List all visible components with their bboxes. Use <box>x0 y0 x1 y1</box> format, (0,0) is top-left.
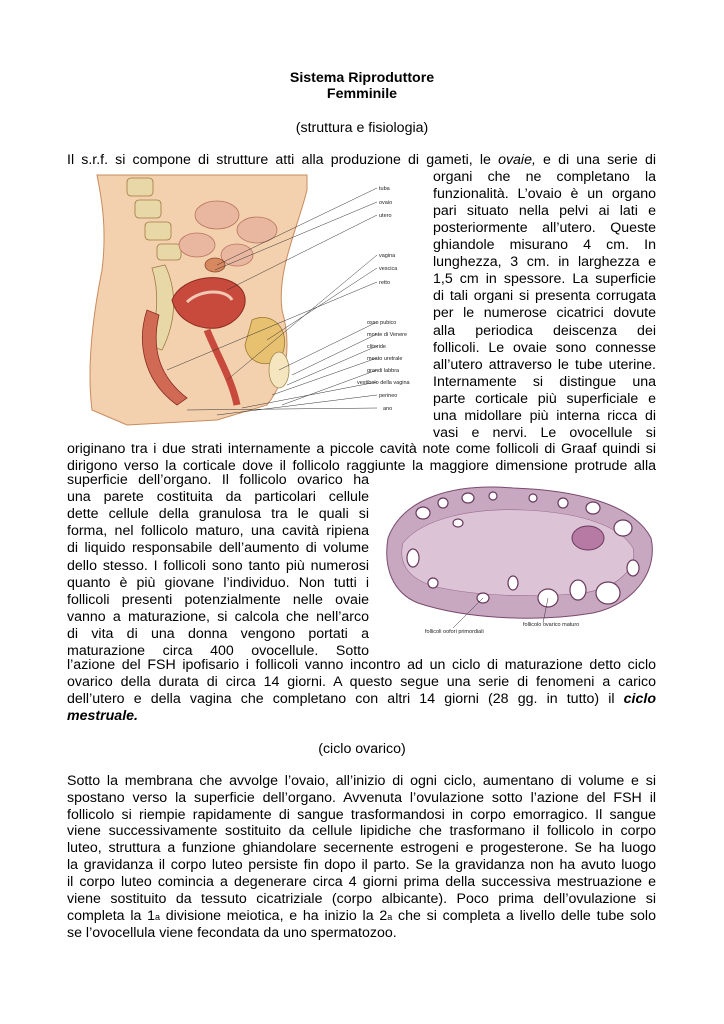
sec2-line: viene successivamente sostituito da cellule lipidiche che trasformano il follicolo in corpo <box>67 823 656 840</box>
wrap1-line: di tali organi si presenta corrugata <box>433 288 656 305</box>
wrap1-line: 1,5 cm in spessore. La superficie <box>433 271 656 288</box>
label-meato-uretrale: meato uretrale <box>367 356 403 362</box>
section2-heading: (ciclo ovarico) <box>318 741 406 757</box>
wrap2-line: dette cellule della granulosa tra le quali si <box>67 506 369 523</box>
label-follicolo-maturo: follicolo ovarico maturo <box>523 622 580 628</box>
wrap2-line: forma, nel follicolo maturo, una cavità ripiena <box>67 523 369 540</box>
sec2-line: il corpo luteo comincia a degenerare circa 4 giorni prima della successiva mestruazione e <box>67 873 656 890</box>
wrap2-line: dello stesso. I follicoli sono tanto più numerosi <box>67 557 369 574</box>
wrap1-line: Internamente si distingue una <box>433 373 656 390</box>
wrap1-line: una midollare più interna ricca di <box>433 407 656 424</box>
wrap1-line: pari situato nella pelvi ai lati e <box>433 203 656 220</box>
wrap1-line: per le numerose cicatrici dovute <box>433 305 656 322</box>
para1-line1: Il s.r.f. si compone di strutture atti alla produzione di gameti, le ovaie, e di una serie di <box>67 152 657 168</box>
wrap1-line: parte corticale più superficiale e <box>433 390 656 407</box>
wrap2-line: follicoli presenti potenzialmente nelle ovaie <box>67 591 369 608</box>
label-vescica: vescica <box>379 266 398 272</box>
label-retto: retto <box>379 280 391 286</box>
sec2-line: viene sostituito da tessuto cicatriziale (corpo albicante). Poco prima dell’ovulazione si <box>67 890 656 907</box>
wrap1-line: all’utero attraverso le tube uterine. <box>433 356 656 373</box>
para1-full6: mestruale. <box>67 708 138 724</box>
label-ano: ano <box>383 406 393 412</box>
wrap2-line: vanno a maturazione, si calcola che nell’arco <box>67 608 369 625</box>
page-title: Sistema Riproduttore <box>289 70 435 86</box>
page-title-line2: Femminile <box>326 86 398 102</box>
wrap1-line: posteriormente all’utero. Queste <box>433 220 656 237</box>
label-vestibolo-vagina: vestibolo della vagina <box>357 380 410 386</box>
sec2-line: spostano verso la superficie dell’organo. Avvenuta l’ovulazione sotto l’azione del FSH il <box>67 789 656 806</box>
wrap1-line: funzionalità. L’ovaio è un organo <box>433 186 656 203</box>
wrap2-line: maturazione circa 400 ovocellule. Sotto <box>67 643 369 659</box>
page-subtitle: (struttura e fisiologia) <box>295 120 429 136</box>
label-grandi-labbra: grandi labbra <box>367 368 400 374</box>
wrap2-line: quanto è più giovane l’individuo. Non tutti i <box>67 574 369 591</box>
label-vagina: vagina <box>379 253 396 259</box>
label-perineo: perineo <box>379 393 398 399</box>
section2-line9: completa la 1a divisione meiotica, e ha inizio la 2a che si completa a livello delle tube solo <box>67 908 656 924</box>
wrap1-line: organi che ne completano la <box>433 169 656 185</box>
sec2-line: la gravidanza il corpo luteo persiste fin dopo il parto. Se la gravidanza non ha avuto luogo <box>67 857 656 873</box>
para1-full3: l’azione del FSH ipofisario i follicoli vanno incontro ad un ciclo di maturazione detto ciclo <box>67 657 656 673</box>
wrap1-line: ghiandole misurano 4 cm. In <box>433 237 656 254</box>
wrap1-line: vasi e nervi. Le ovocellule si <box>433 424 656 441</box>
ovary-histology-figure <box>383 478 659 638</box>
wrap2-line: una parete costituita da particolari cellule <box>67 489 369 506</box>
para1-full2: dirigono verso la corticale dove il follicolo raggiunte la maggiore dimensione protrude alla <box>67 458 656 474</box>
sec2-line: follicolo si riempie rapidamente di sangue trasformandosi in corpo emorragico. Il sangue <box>67 806 656 823</box>
para1-full1: originano tra i due strati internamente a piccole cavità note come follicoli di Graaf quindi si <box>67 441 656 457</box>
wrap2-line: superficie dell’organo. Il follicolo ovarico ha <box>67 472 369 488</box>
label-ovaio: ovaio <box>379 200 393 206</box>
label-clitoride: clitoride <box>367 344 386 350</box>
wrap1-line: lunghezza, 3 cm. in larghezza e <box>433 254 656 271</box>
sec2-line: luteo, struttura a funzione ghiandolare secernente estrogeni e progesterone. Se ha luogo <box>67 840 656 857</box>
wrap2-line: di liquido responsabile dell’aumento di volume <box>67 540 369 557</box>
anatomy-figure <box>67 170 427 430</box>
label-monte-venere: monte di Venere <box>367 332 408 338</box>
wrap1-line: alla periodica deiscenza dei <box>433 322 656 339</box>
label-tuba: tuba <box>379 186 390 192</box>
label-follicoli-primordiali: follicoli oofori primordiali <box>425 629 484 635</box>
label-osso-pubico: osso pubico <box>367 320 397 326</box>
label-utero: utero <box>379 213 392 219</box>
para1-full4: ovarico della durata di circa 14 giorni. A questo segue una serie di fenomeni a carico <box>67 674 656 690</box>
sec2-line: Sotto la membrana che avvolge l’ovaio, all’inizio di ogni ciclo, aumentano di volume e si <box>67 773 656 789</box>
wrap1-line: follicoli. Le ovaie sono connesse <box>433 339 656 356</box>
wrap2-line: di vita di una donna vengono portati a <box>67 625 369 642</box>
section2-line10: se l’ovocellula viene fecondata da uno spermatozoo. <box>67 925 397 941</box>
para1-full5: dell’utero e della vagina che completano con altri 14 giorni (28 gg. in tutto) il ciclo <box>67 691 656 707</box>
